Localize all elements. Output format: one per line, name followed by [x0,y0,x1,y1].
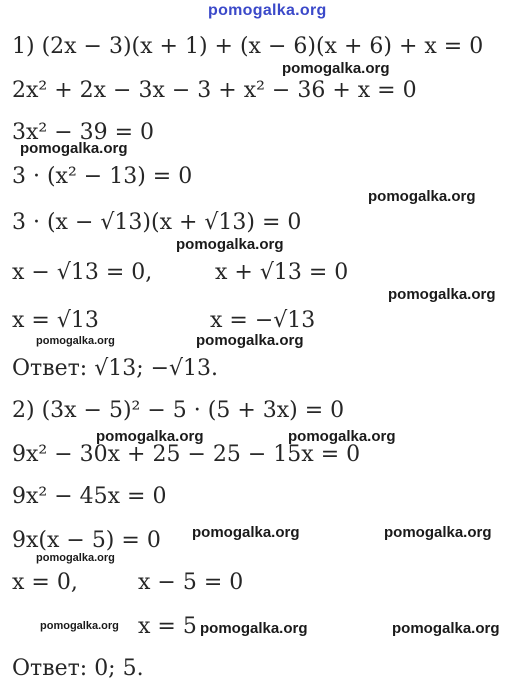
watermark: pomogalka.org [388,286,496,303]
watermark: pomogalka.org [196,332,304,349]
solution-line: x = −√13 [210,308,316,333]
watermark: pomogalka.org [282,60,390,77]
watermark: pomogalka.org [36,335,115,347]
solution-line: 9x² − 45x = 0 [12,484,167,509]
solution-line: 3 · (x² − 13) = 0 [12,164,193,189]
watermark: pomogalka.org [40,620,119,632]
watermark: pomogalka.org [20,140,128,157]
watermark: pomogalka.org [96,428,204,445]
solution-line: 2x² + 2x − 3x − 3 + x² − 36 + x = 0 [12,78,417,103]
solution-line: x − 5 = 0 [138,570,244,595]
solution-line: x + √13 = 0 [215,260,349,285]
solution-line: x − √13 = 0, [12,260,153,285]
answer-line: Ответ: √13; −√13. [12,356,219,381]
watermark: pomogalka.org [392,620,500,637]
watermark: pomogalka.org [176,236,284,253]
watermark: pomogalka.org [192,524,300,541]
watermark: pomogalka.org [36,552,115,564]
solution-line: 3 · (x − √13)(x + √13) = 0 [12,210,302,235]
watermark: pomogalka.org [288,428,396,445]
solution-line: x = 5 [138,614,197,639]
answer-line: Ответ: 0; 5. [12,656,144,681]
solution-line: 9x² − 30x + 25 − 25 − 15x = 0 [12,442,361,467]
solution-line: 3x² − 39 = 0 [12,120,155,145]
solution-line: 9x(x − 5) = 0 [12,528,161,553]
solution-line: x = 0, [12,570,78,595]
solution-line: 1) (2x − 3)(x + 1) + (x − 6)(x + 6) + x = 0 [12,34,484,59]
watermark: pomogalka.org [384,524,492,541]
solution-line: x = √13 [12,308,99,333]
watermark-top: pomogalka.org [208,2,327,19]
watermark: pomogalka.org [200,620,308,637]
watermark: pomogalka.org [368,188,476,205]
solution-line: 2) (3x − 5)² − 5 · (5 + 3x) = 0 [12,398,345,423]
